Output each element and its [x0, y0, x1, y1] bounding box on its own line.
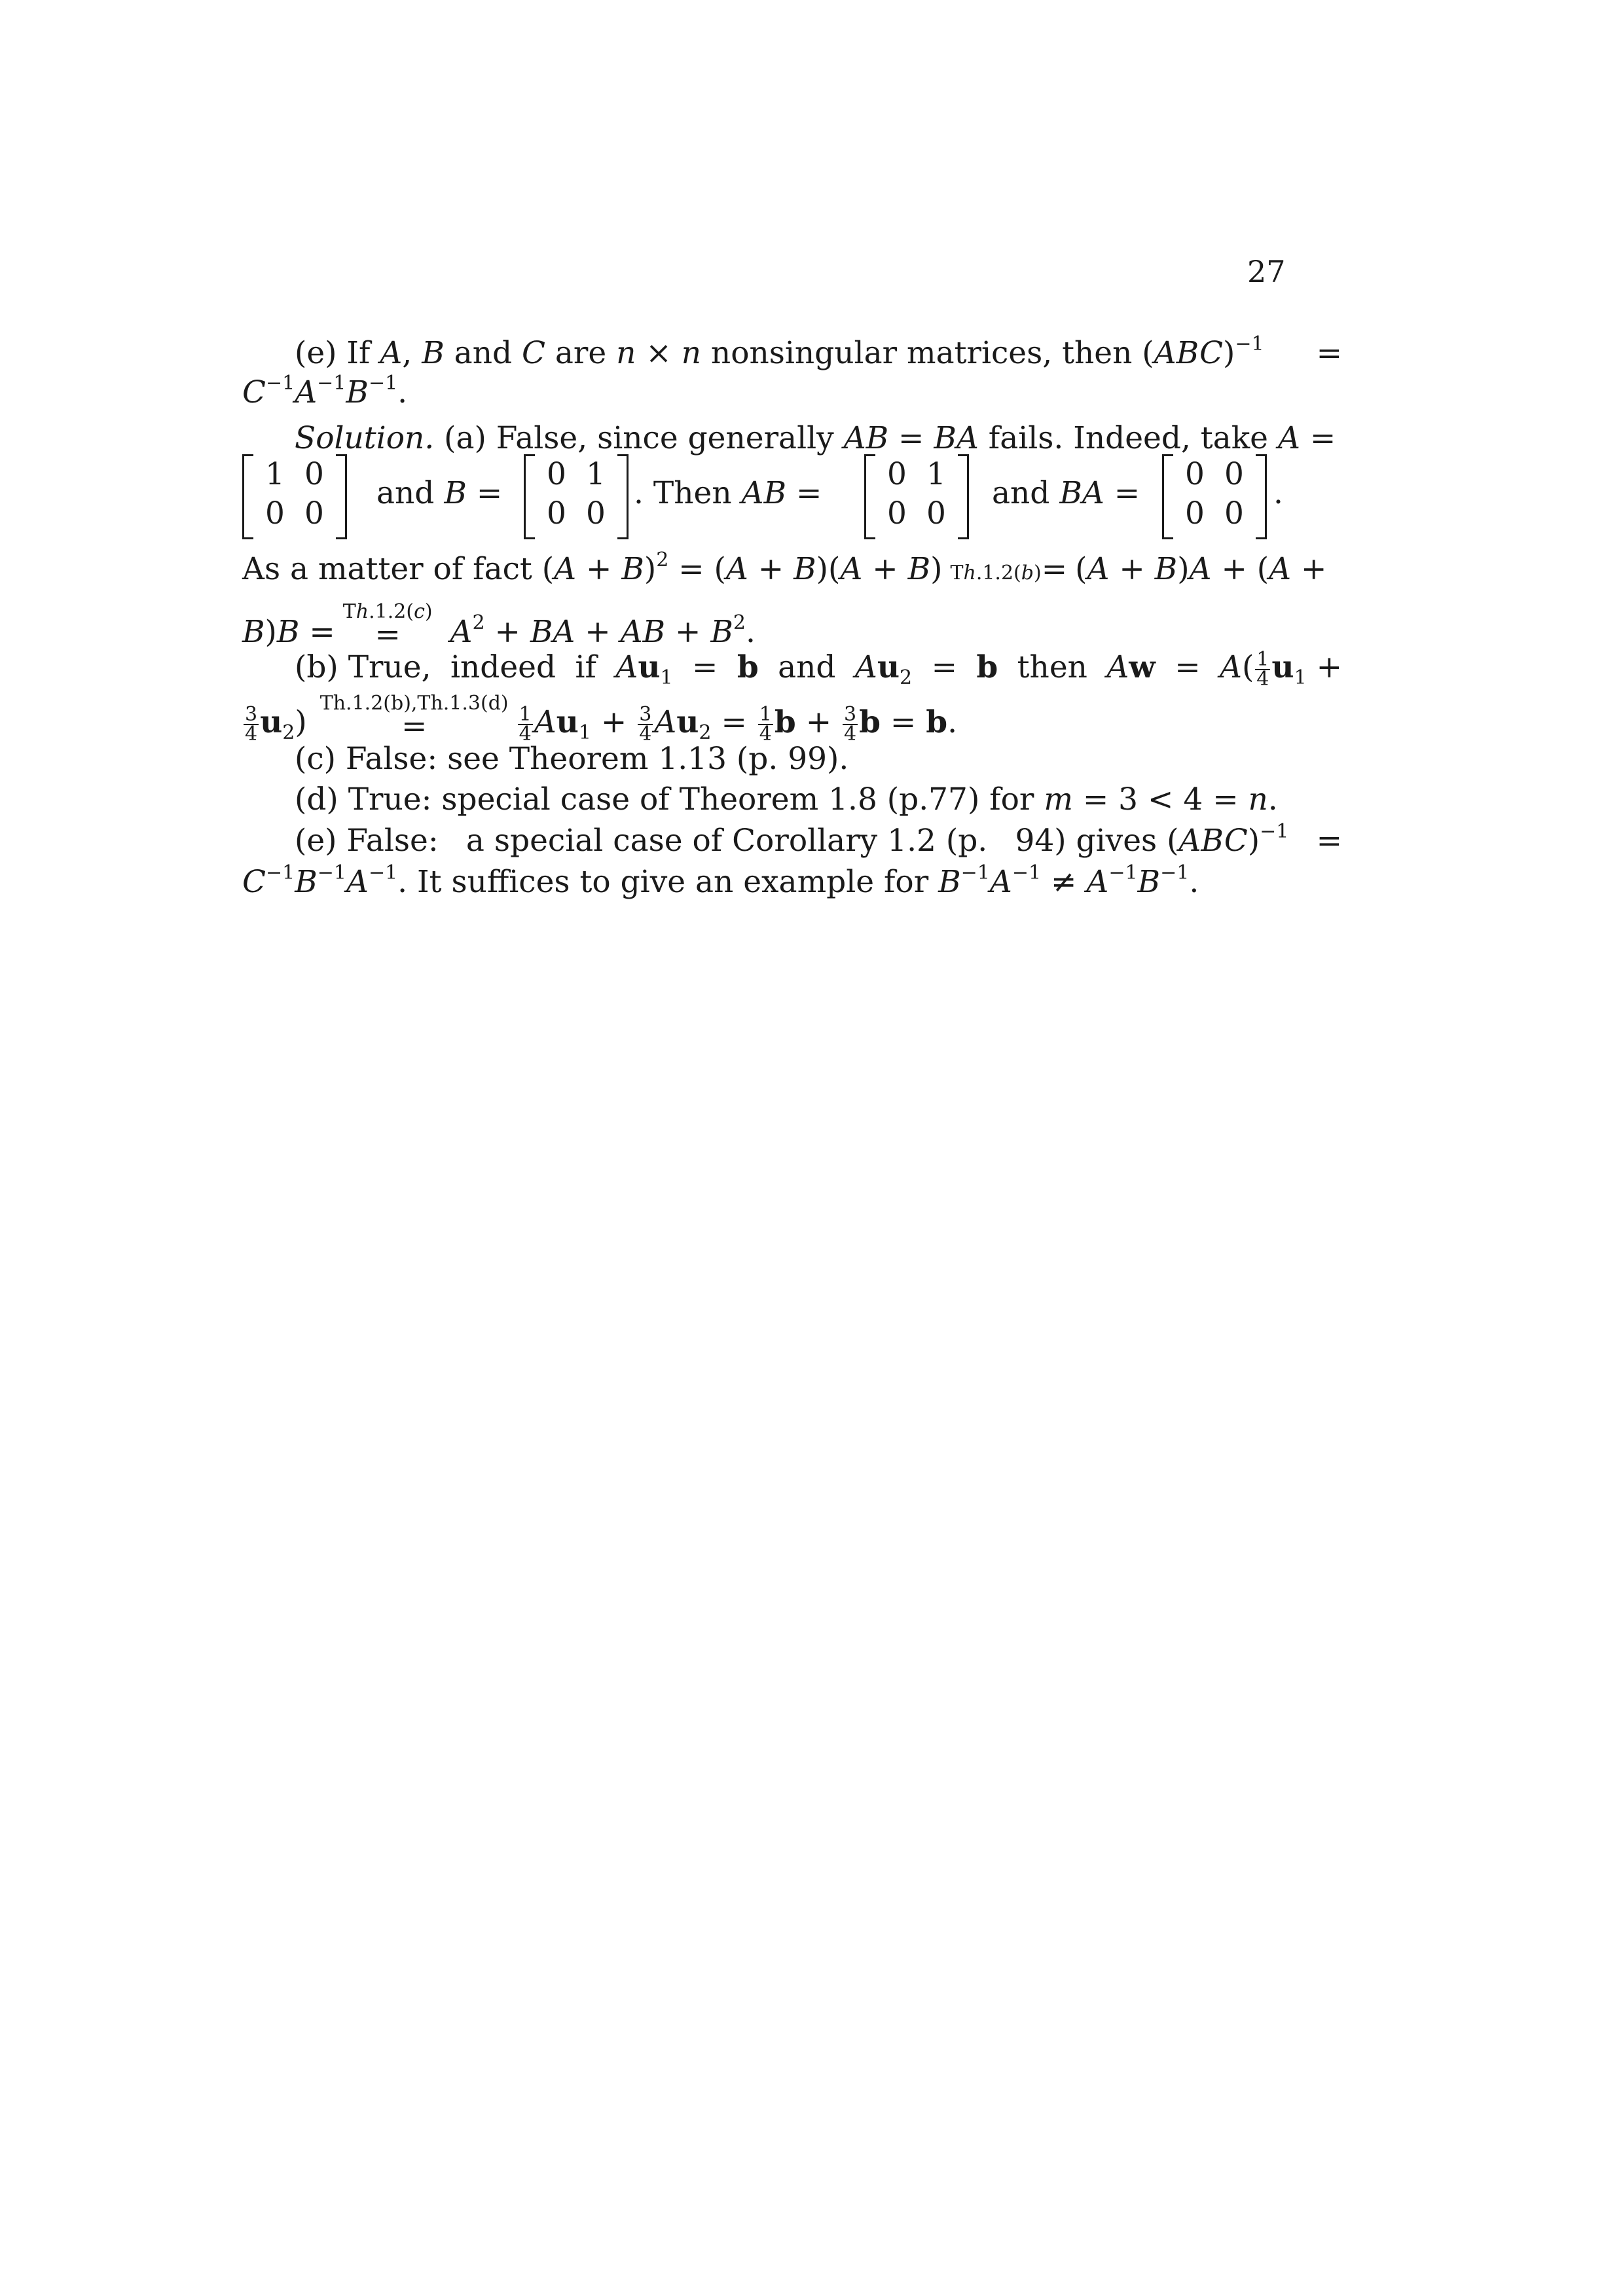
item-c: (c) False: see Theorem 1.13 (p. 99).	[295, 741, 849, 777]
item-b-line1: (b) True, indeed if $Au_1$ = b and $Au_2$ = b then Aw = A( $\frac{1}{4}$ $u_1$ +	[295, 648, 1342, 691]
item-e-answer-line1: (e) False: a special case of Corollary 1.2 (p. 94) gives (ABC)$^{-1}$ =	[295, 820, 1342, 859]
solution-a-line1: Solution. (a) False, since generally AB = BA fails. Indeed, take A =	[295, 420, 1336, 456]
fact-line2: B)B = Th.1.2(c) = $A^2$ + BA + AB + $B^2$.	[242, 600, 756, 653]
page-number: 27	[1247, 254, 1286, 289]
item-e-statement-line2: $C^{-1}A^{-1}B^{-1}$.	[242, 372, 408, 410]
item-e-statement-line1: (e) If A, B and C are n × n nonsingular matrices, then (ABC)$^{-1}$ =	[295, 332, 1342, 371]
matrix-BA: 0 0 0 0	[1162, 452, 1267, 543]
matrix-A: 1 0 0 0	[242, 452, 347, 543]
matrix-text-and-BA: and BA =	[992, 475, 1140, 511]
item-d: (d) True: special case of Theorem 1.8 (p.77) for m = 3 < 4 = n.	[295, 781, 1278, 817]
matrix-text-and-B: and B =	[376, 475, 503, 511]
item-b-line2: $\frac{3}{4}$ $u_2$) Th.1.2(b),Th.1.3(d) = $\frac{1}{4}$ $Au_1$ + $\frac{3}{4}$ $Au_2$ = $\frac{1}{4}$ b + $\frac{3}{4}$ b = b.	[245, 692, 958, 745]
item-e-answer-line2: $C^{-1}B^{-1}A^{-1}$. It suffices to give an example for $B^{-1}A^{-1} \ne A^{-1}B^{-1}$.	[242, 861, 1199, 900]
fact-eq-th1-2c: Th.1.2(c) =	[342, 600, 433, 653]
fact-line1: As a matter of fact $(A + B)^2 = (A + B)(A + B)$ Th.1.2(b)= (A + B)A + (A +	[242, 550, 1290, 602]
matrix-line	[242, 452, 1290, 543]
matrix-AB: 0 1 0 0	[864, 452, 969, 543]
solution-label: Solution.	[295, 420, 435, 456]
fact-eq-th1-2b: Th.1.2(b)=	[950, 551, 1068, 587]
matrix-text-period: .	[1273, 475, 1283, 511]
item-b-eq-label: Th.1.2(b),Th.1.3(d) =	[319, 692, 509, 744]
matrix-text-then-AB: . Then AB =	[634, 475, 822, 511]
matrix-B: 0 1 0 0	[524, 452, 629, 543]
